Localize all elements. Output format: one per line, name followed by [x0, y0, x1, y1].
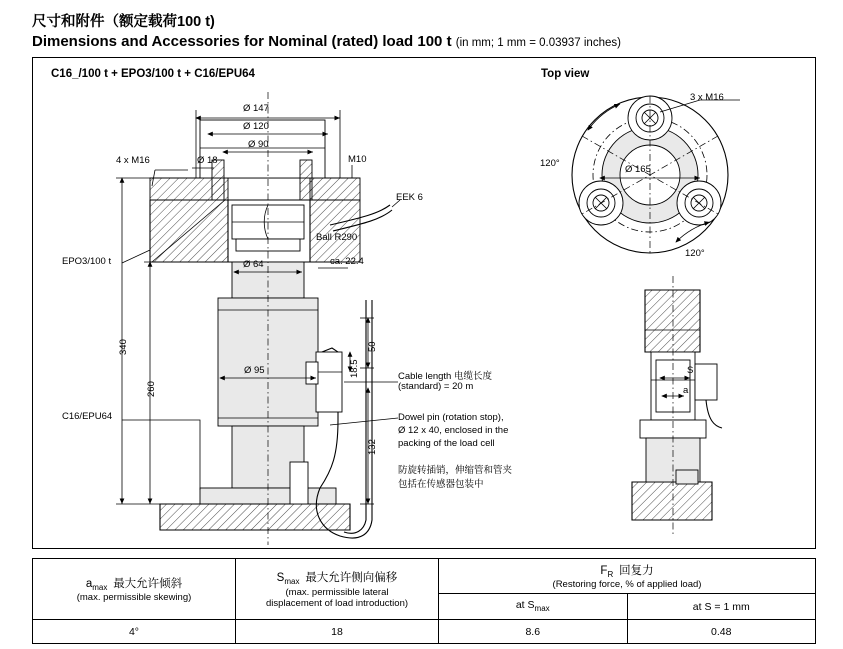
dim-label-4xm16: 4 x M16: [116, 155, 150, 166]
page-title-en-main: Dimensions and Accessories for Nominal (rated) load 100 t: [32, 33, 452, 50]
dim-label-s: S: [687, 365, 694, 376]
dim-label-ca224: ca. 22.4: [330, 256, 364, 267]
amax-en: (max. permissible skewing): [76, 592, 192, 604]
dim-label-d64: Ø 64: [243, 259, 264, 270]
fr-at-s1-cell: at S = 1 mm: [627, 594, 815, 620]
fr-cn: 回复力: [619, 564, 654, 577]
smax-cn: 最大允许侧向偏移: [305, 572, 398, 585]
label-eek6: EEK 6: [396, 192, 423, 203]
angle-label-120-a: 120°: [540, 158, 560, 169]
dim-label-m10: M10: [348, 154, 367, 165]
header-cell-fr: [439, 559, 816, 620]
smax-subscript: max: [284, 577, 300, 587]
dim-label-132: 132: [367, 439, 378, 455]
dim-label-185: 18.5: [349, 359, 360, 378]
amax-subscript: max: [92, 583, 108, 593]
dim-label-3xm16: 3 x M16: [690, 92, 724, 103]
header-cell-smax: [236, 559, 439, 620]
fr-at-smax-cell: [439, 594, 627, 620]
table-header-row: [33, 559, 816, 620]
header-cell-amax: [33, 559, 236, 620]
dim-label-d147: Ø 147: [243, 103, 269, 114]
fr-subscript: R: [607, 570, 614, 580]
fr-en: (Restoring force, % of applied load): [552, 579, 702, 591]
fr-at-smax-label: at S: [515, 599, 535, 612]
note-cable-length-2: (standard) = 20 m: [398, 381, 474, 392]
dim-label-340: 340: [118, 339, 129, 355]
spec-table: [32, 558, 816, 644]
amax-cn: 最大允许倾斜: [113, 577, 183, 590]
note-cable-length-1: Cable length 电缆长度: [398, 371, 492, 382]
smax-en-1: (max. permissible lateral: [285, 586, 389, 598]
smax-symbol: S: [276, 572, 285, 585]
angle-label-120-b: 120°: [685, 248, 705, 259]
fr-title-cell: [439, 559, 815, 594]
dim-label-d165: Ø 165: [625, 164, 651, 175]
table-value-row: [33, 620, 816, 644]
note-dowel-1: Dowel pin (rotation stop),: [398, 412, 504, 423]
amax-symbol: a: [85, 577, 93, 590]
dim-label-d95: Ø 95: [244, 365, 265, 376]
label-ball-r290: Ball R290: [316, 232, 358, 243]
smax-en-2: displacement of load introduction): [265, 597, 409, 609]
note-dowel-3: packing of the load cell: [398, 438, 495, 449]
page-title-cn: 尺寸和附件（额定载荷100 t): [32, 14, 215, 30]
value-smax: 18: [236, 620, 439, 644]
dim-label-50: 50: [367, 341, 378, 352]
drawing-caption-right: Top view: [541, 68, 590, 80]
dim-label-260: 260: [146, 381, 157, 397]
label-epu64: C16/EPU64: [62, 411, 113, 422]
dim-label-d120: Ø 120: [243, 121, 269, 132]
spec-table-wrapper: [32, 558, 816, 644]
note-dowel-2: Ø 12 x 40, enclosed in the: [398, 425, 509, 436]
dim-label-d18: Ø 18: [197, 155, 218, 166]
label-epo3: EPO3/100 t: [62, 256, 112, 267]
value-fr-at-s1: 0.48: [627, 620, 816, 644]
side-section-view: [632, 276, 722, 534]
value-amax: 4°: [33, 620, 236, 644]
fr-symbol: F: [600, 564, 608, 577]
value-fr-at-smax: 8.6: [439, 620, 628, 644]
top-view-diagram: [572, 96, 740, 254]
drawing-caption-left: C16_/100 t + EPO3/100 t + C16/EPU64: [51, 68, 255, 80]
note-dowel-cn-1: 防旋转插销，伸缩管和管夹: [398, 465, 513, 476]
dim-label-a: a: [683, 385, 689, 396]
fr-at-smax-sub: max: [534, 604, 550, 614]
page-title-en-sub: (in mm; 1 mm = 0.03937 inches): [455, 37, 621, 49]
dim-label-d90: Ø 90: [248, 139, 269, 150]
note-dowel-cn-2: 包括在传感器包装中: [398, 479, 484, 490]
